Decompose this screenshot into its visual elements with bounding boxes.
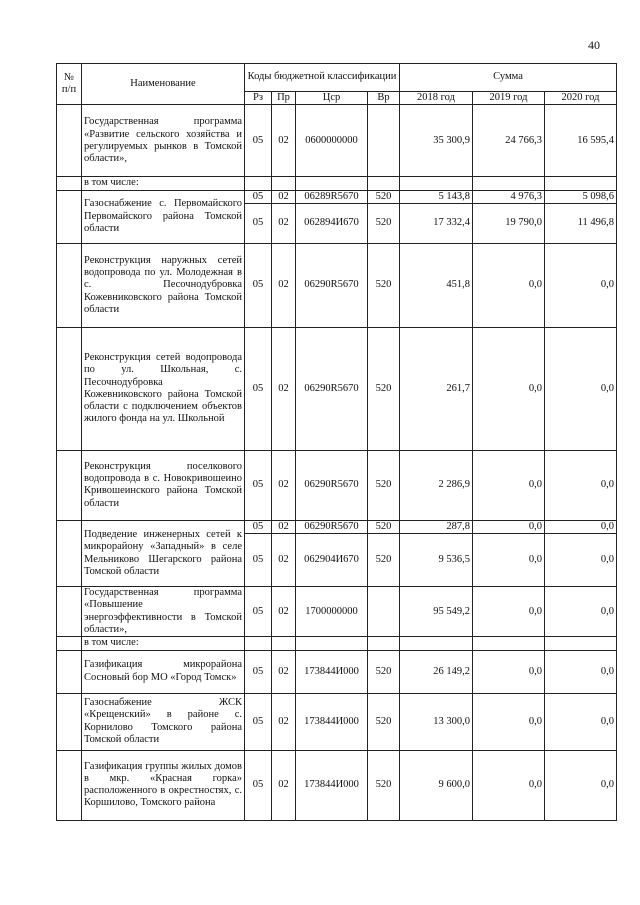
cell-vr	[368, 637, 400, 650]
cell-csr: 173844И000	[296, 750, 368, 820]
table-row	[57, 327, 617, 450]
cell-2018: 287,8	[400, 520, 473, 533]
table-row	[57, 650, 617, 693]
cell-2020: 0,0	[545, 587, 617, 637]
cell-2019: 0,0	[473, 243, 545, 327]
cell-vr: 520	[368, 520, 400, 533]
cell-2018: 26 149,2	[400, 650, 473, 693]
cell-pr: 02	[272, 105, 296, 177]
header-2019: 2019 год	[473, 92, 545, 105]
cell-pr: 02	[272, 750, 296, 820]
cell-csr: 062904И670	[296, 534, 368, 587]
budget-table	[56, 63, 617, 821]
cell-rz: 05	[245, 693, 272, 750]
cell-pr: 02	[272, 203, 296, 243]
table-row	[57, 243, 617, 327]
header-rz: Рз	[245, 92, 272, 105]
cell-rz	[245, 637, 272, 650]
cell-rz: 05	[245, 534, 272, 587]
cell-2019: 0,0	[473, 520, 545, 533]
cell-2018: 95 549,2	[400, 587, 473, 637]
cell-rz	[245, 177, 272, 190]
cell-2018: 451,8	[400, 243, 473, 327]
row-name: Газификация группы жилых домов в мкр. «Красная горка» расположенного в окрестностях, с. Коршилово, Томского района	[82, 750, 245, 820]
cell-vr	[368, 177, 400, 190]
cell-2020	[545, 637, 617, 650]
row-name: в том числе:	[82, 637, 245, 650]
header-sum: Сумма	[400, 64, 617, 92]
cell-2020: 0,0	[545, 243, 617, 327]
cell-2019	[473, 177, 545, 190]
row-num	[57, 693, 82, 750]
cell-csr: 06290R5670	[296, 327, 368, 450]
cell-vr: 520	[368, 243, 400, 327]
cell-2018: 17 332,4	[400, 203, 473, 243]
row-num	[57, 105, 82, 177]
table-row	[57, 637, 617, 650]
cell-vr: 520	[368, 190, 400, 203]
header-csr: Цср	[296, 92, 368, 105]
cell-pr: 02	[272, 327, 296, 450]
cell-2020: 16 595,4	[545, 105, 617, 177]
header-codes: Коды бюджетной классификации	[245, 64, 400, 92]
cell-vr: 520	[368, 450, 400, 520]
row-name: Реконструкция поселкового водопровода в с. Новокривошеино Кривошеинского района Томской области	[82, 450, 245, 520]
cell-pr	[272, 177, 296, 190]
cell-pr: 02	[272, 520, 296, 533]
cell-csr: 06289R5670	[296, 190, 368, 203]
cell-csr: 0600000000	[296, 105, 368, 177]
cell-vr	[368, 587, 400, 637]
cell-2019: 4 976,3	[473, 190, 545, 203]
row-num	[57, 190, 82, 243]
cell-2019: 0,0	[473, 693, 545, 750]
cell-rz: 05	[245, 587, 272, 637]
header-2018: 2018 год	[400, 92, 473, 105]
page-number: 40	[588, 38, 600, 52]
cell-pr: 02	[272, 450, 296, 520]
cell-2019: 0,0	[473, 650, 545, 693]
cell-pr: 02	[272, 693, 296, 750]
row-name: Газификация микрорайона Сосновый бор МО «Город Томск»	[82, 650, 245, 693]
row-num	[57, 587, 82, 637]
cell-csr: 173844И000	[296, 693, 368, 750]
cell-rz: 05	[245, 105, 272, 177]
cell-2020	[545, 177, 617, 190]
row-num	[57, 243, 82, 327]
table-row	[57, 750, 617, 820]
cell-2020: 0,0	[545, 650, 617, 693]
cell-2020: 5 098,6	[545, 190, 617, 203]
row-name: Реконструкция наружных сетей водопровода по ул. Молодежная в с. Песочнодубровка Кожевниковского района Томской области	[82, 243, 245, 327]
row-num	[57, 327, 82, 450]
cell-rz: 05	[245, 650, 272, 693]
cell-rz: 05	[245, 750, 272, 820]
cell-pr	[272, 637, 296, 650]
cell-2020: 0,0	[545, 534, 617, 587]
header-vr: Вр	[368, 92, 400, 105]
cell-rz: 05	[245, 327, 272, 450]
cell-csr: 173844И000	[296, 650, 368, 693]
row-num	[57, 177, 82, 190]
row-name: Подведение инженерных сетей к микрорайону «Западный» в селе Мельниково Шегарского района Томской области	[82, 520, 245, 586]
row-name: Государственная программа «Повышение энергоэффективности в Томской области»,	[82, 587, 245, 637]
row-num	[57, 450, 82, 520]
cell-2019: 0,0	[473, 534, 545, 587]
row-name: Государственная программа «Развитие сельского хозяйства и регулируемых рынков в Томской области»,	[82, 105, 245, 177]
cell-2019: 19 790,0	[473, 203, 545, 243]
cell-2020: 0,0	[545, 693, 617, 750]
cell-2018: 9 600,0	[400, 750, 473, 820]
header-num: № п/п	[57, 64, 82, 105]
cell-vr: 520	[368, 750, 400, 820]
cell-2020: 0,0	[545, 327, 617, 450]
cell-csr: 06290R5670	[296, 243, 368, 327]
cell-2018: 9 536,5	[400, 534, 473, 587]
row-num	[57, 637, 82, 650]
cell-vr	[368, 105, 400, 177]
cell-2020: 0,0	[545, 750, 617, 820]
cell-vr: 520	[368, 327, 400, 450]
row-name: в том числе:	[82, 177, 245, 190]
cell-rz: 05	[245, 450, 272, 520]
row-num	[57, 650, 82, 693]
table-row	[57, 190, 617, 203]
table-row	[57, 520, 617, 533]
cell-csr: 06290R5670	[296, 450, 368, 520]
header-pr: Пр	[272, 92, 296, 105]
cell-pr: 02	[272, 190, 296, 203]
cell-csr	[296, 177, 368, 190]
cell-2019	[473, 637, 545, 650]
cell-vr: 520	[368, 650, 400, 693]
table-row	[57, 450, 617, 520]
cell-pr: 02	[272, 243, 296, 327]
cell-2019: 0,0	[473, 327, 545, 450]
cell-2018: 35 300,9	[400, 105, 473, 177]
cell-2018	[400, 177, 473, 190]
header-2020: 2020 год	[545, 92, 617, 105]
cell-2018: 261,7	[400, 327, 473, 450]
header-name: Наименование	[82, 64, 245, 105]
cell-csr: 062894И670	[296, 203, 368, 243]
cell-2020: 0,0	[545, 520, 617, 533]
cell-2020: 0,0	[545, 450, 617, 520]
cell-2019: 24 766,3	[473, 105, 545, 177]
row-num	[57, 750, 82, 820]
cell-2018	[400, 637, 473, 650]
cell-rz: 05	[245, 243, 272, 327]
cell-pr: 02	[272, 650, 296, 693]
table-row	[57, 177, 617, 190]
cell-vr: 520	[368, 534, 400, 587]
cell-2019: 0,0	[473, 750, 545, 820]
cell-pr: 02	[272, 587, 296, 637]
cell-2018: 5 143,8	[400, 190, 473, 203]
row-name: Газоснабжение с. Первомайского Первомайского района Томской области	[82, 190, 245, 243]
row-name: Газоснабжение ЖСК «Крещенский» в районе с. Корнилово Томского района Томской области	[82, 693, 245, 750]
cell-rz: 05	[245, 203, 272, 243]
cell-vr: 520	[368, 693, 400, 750]
row-name: Реконструкция сетей водопровода по ул. Школьная, с. Песочнодубровка Кожевниковского района Томской области с подключением объектов жилого фонда на ул. Школьной	[82, 327, 245, 450]
cell-pr: 02	[272, 534, 296, 587]
row-num	[57, 520, 82, 586]
cell-2019: 0,0	[473, 587, 545, 637]
table-row	[57, 587, 617, 637]
cell-csr	[296, 637, 368, 650]
table-row	[57, 693, 617, 750]
cell-vr: 520	[368, 203, 400, 243]
cell-rz: 05	[245, 520, 272, 533]
cell-csr: 1700000000	[296, 587, 368, 637]
table-row	[57, 105, 617, 177]
cell-2019: 0,0	[473, 450, 545, 520]
cell-2018: 2 286,9	[400, 450, 473, 520]
cell-csr: 06290R5670	[296, 520, 368, 533]
cell-2020: 11 496,8	[545, 203, 617, 243]
cell-rz: 05	[245, 190, 272, 203]
cell-2018: 13 300,0	[400, 693, 473, 750]
